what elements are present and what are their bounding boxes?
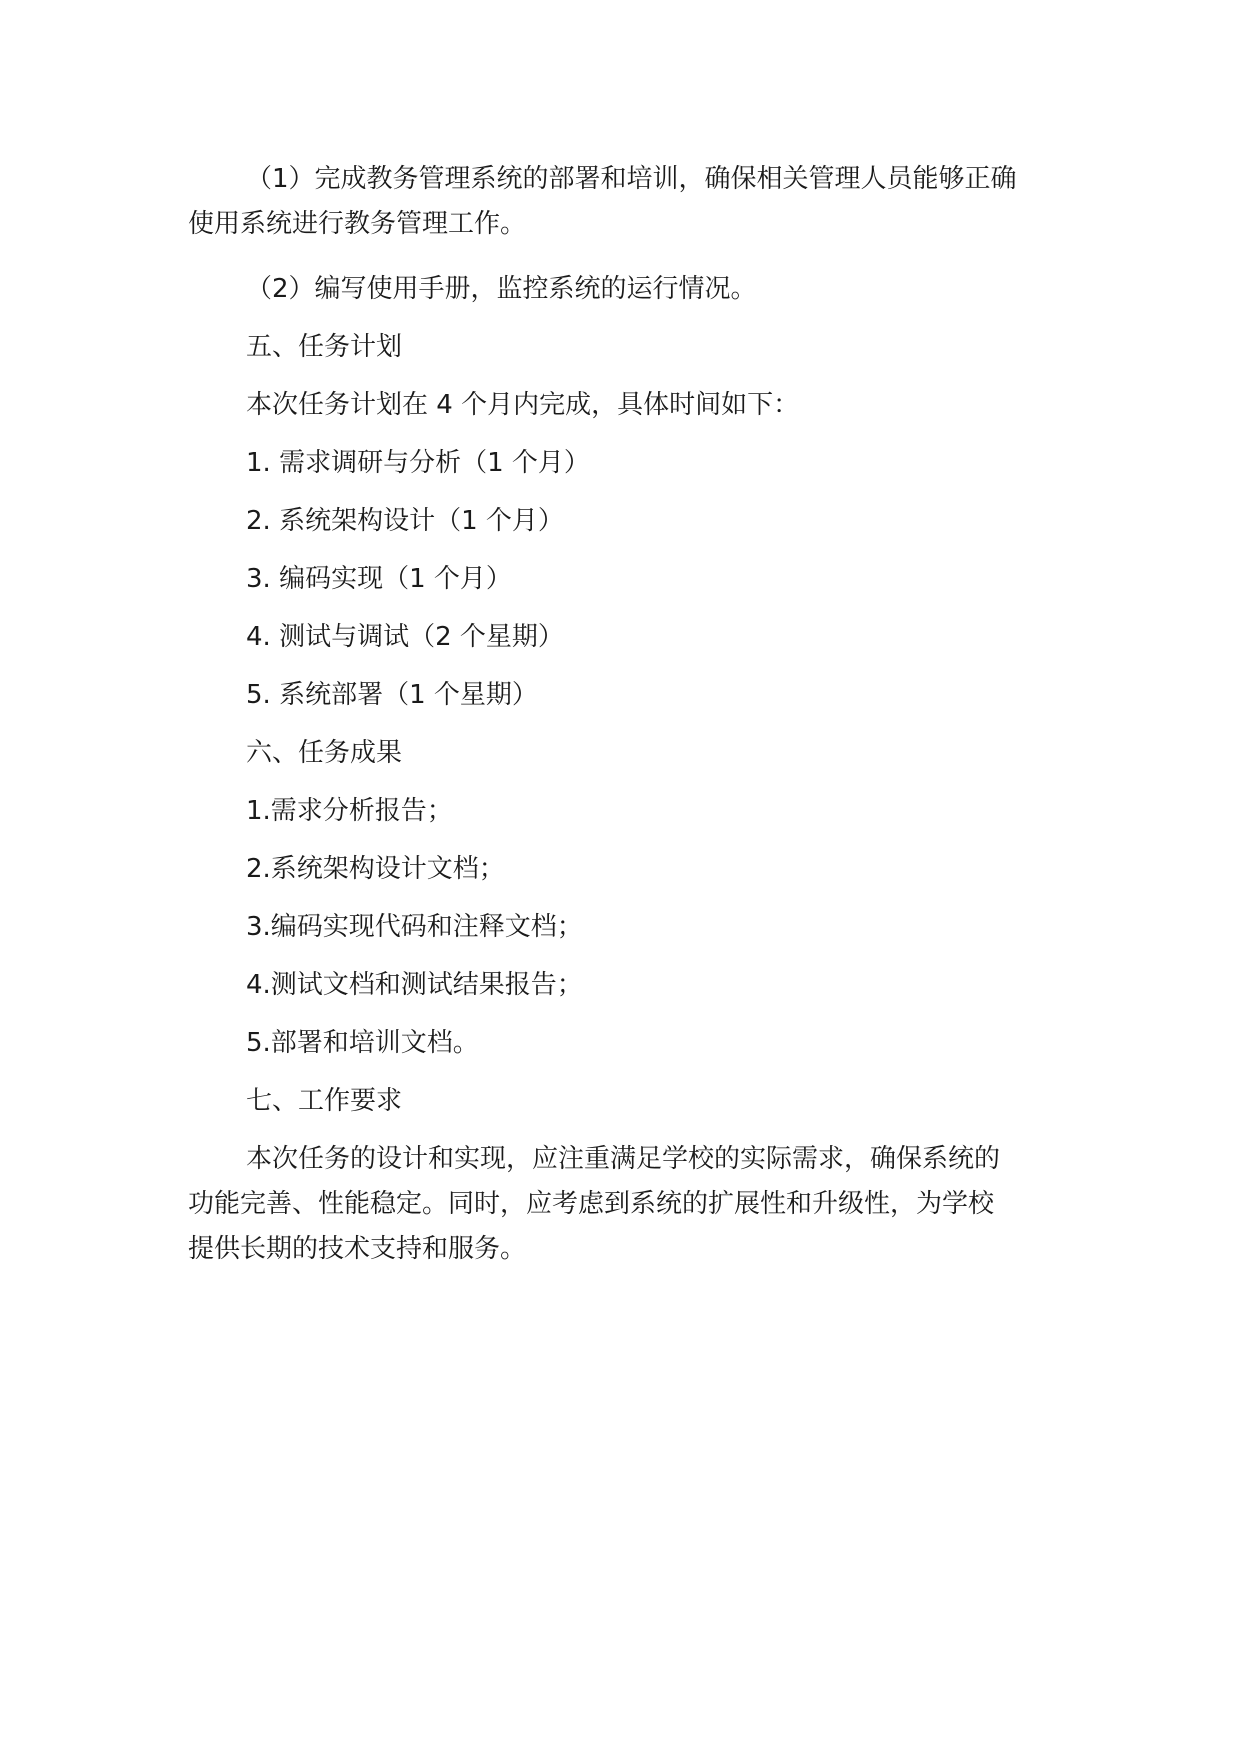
plan-list-item: 3. 编码实现（1 个月）: [246, 564, 512, 594]
paragraph-line: 使用系统进行教务管理工作。: [188, 209, 527, 239]
deliverable-list-item: 3.编码实现代码和注释文档；: [246, 912, 583, 942]
deliverable-list-item: 4.测试文档和测试结果报告；: [246, 970, 583, 1000]
section-heading-task-plan: 五、任务计划: [246, 332, 403, 362]
document-body: [188, 157, 1048, 1272]
paragraph-manual: （2）编写使用手册，监控系统的运行情况。: [246, 274, 757, 304]
plan-list-item: 1. 需求调研与分析（1 个月）: [246, 448, 590, 478]
paragraph-deployment-training: [188, 157, 1048, 247]
paragraph-line: 提供长期的技术支持和服务。: [188, 1234, 527, 1264]
plan-list-item: 5. 系统部署（1 个星期）: [246, 680, 538, 710]
section-heading-requirements: 七、工作要求: [246, 1086, 403, 1116]
deliverable-list-item: 5.部署和培训文档。: [246, 1028, 479, 1058]
paragraph-line: 功能完善、性能稳定。同时，应考虑到系统的扩展性和升级性，为学校: [188, 1189, 995, 1219]
task-plan-intro: 本次任务计划在 4 个月内完成，具体时间如下：: [246, 390, 800, 420]
paragraph-line: （1）完成教务管理系统的部署和培训，确保相关管理人员能够正确: [246, 164, 1017, 194]
plan-list-item: 4. 测试与调试（2 个星期）: [246, 622, 564, 652]
section-heading-deliverables: 六、任务成果: [246, 738, 403, 768]
paragraph-requirements: [188, 1137, 1048, 1272]
plan-list-item: 2. 系统架构设计（1 个月）: [246, 506, 564, 536]
deliverable-list-item: 1.需求分析报告；: [246, 796, 453, 826]
deliverable-list-item: 2.系统架构设计文档；: [246, 854, 505, 884]
paragraph-line: 本次任务的设计和实现，应注重满足学校的实际需求，确保系统的: [246, 1144, 1001, 1174]
